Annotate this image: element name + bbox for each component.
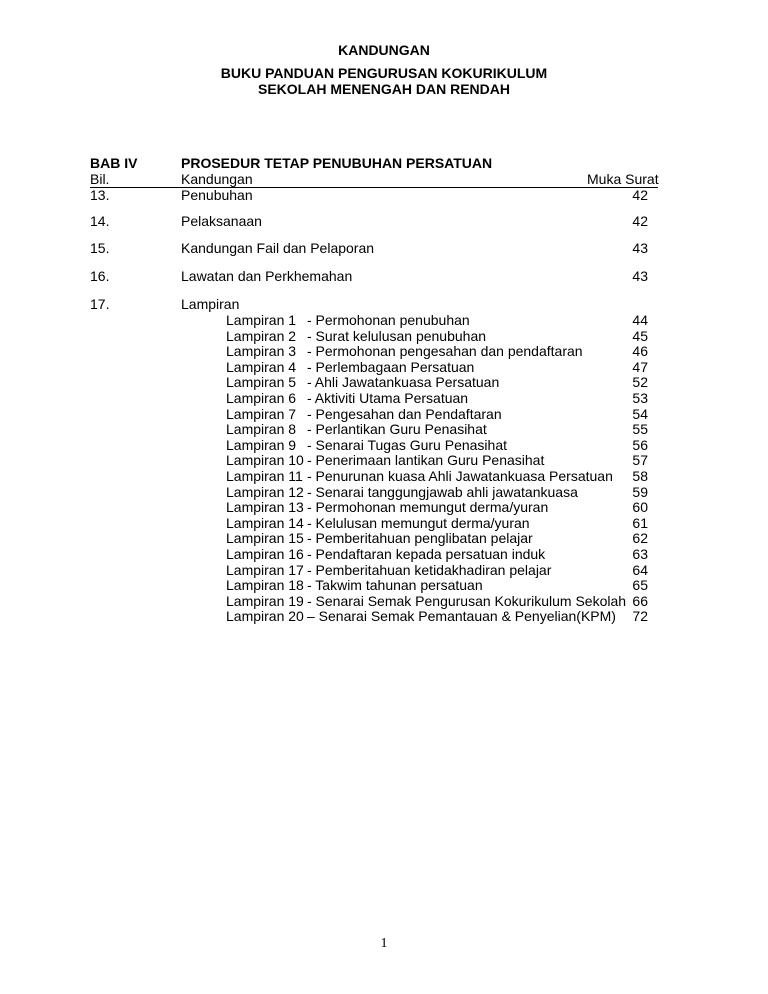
lampiran-description: – Senarai Semak Pemantauan & Penyelian(KPM) [307, 608, 616, 624]
lampiran-page: 65 [632, 577, 648, 593]
lampiran-description: - Permohonan penubuhan [307, 312, 470, 328]
lampiran-label[interactable]: Lampiran 1 [226, 312, 297, 328]
lampiran-label[interactable]: Lampiran 11 [226, 468, 303, 484]
lampiran-label[interactable]: Lampiran 12 [226, 484, 304, 500]
lampiran-description: - Aktiviti Utama Persatuan [307, 390, 469, 406]
column-header-row [90, 171, 658, 188]
column-muka-surat: Muka Surat [587, 171, 659, 187]
entry-number: 14. [90, 213, 110, 229]
section-code: BAB IV [90, 155, 138, 171]
lampiran-page: 52 [632, 374, 648, 390]
lampiran-label[interactable]: Lampiran 16 [226, 546, 304, 562]
entry-page: 42 [632, 187, 648, 203]
lampiran-label[interactable]: Lampiran 18 [226, 577, 304, 593]
entry-title[interactable]: Lampiran [181, 296, 240, 312]
lampiran-description: - Pendaftaran kepada persatuan induk [307, 546, 546, 562]
entry-title[interactable]: Lawatan dan Perkhemahan [181, 268, 353, 284]
lampiran-label[interactable]: Lampiran 13 [226, 499, 304, 515]
lampiran-label[interactable]: Lampiran 4 [226, 359, 297, 375]
lampiran-page: 57 [632, 452, 648, 468]
lampiran-page: 63 [632, 546, 648, 562]
lampiran-page: 53 [632, 390, 648, 406]
document-subtitle: BUKU PANDUAN PENGURUSAN KOKURIKULUM [220, 65, 548, 81]
lampiran-description: - Surat kelulusan penubuhan [307, 328, 487, 344]
section-title: PROSEDUR TETAP PENUBUHAN PERSATUAN [181, 155, 493, 171]
page-number: 1 [380, 936, 388, 951]
lampiran-page: 45 [632, 328, 648, 344]
entry-number: 16. [90, 268, 110, 284]
lampiran-page: 62 [632, 530, 648, 546]
lampiran-page: 54 [632, 406, 648, 422]
lampiran-description: - Perlantikan Guru Penasihat [307, 421, 487, 437]
lampiran-label[interactable]: Lampiran 2 [226, 328, 297, 344]
entry-page: 42 [632, 213, 648, 229]
entry-page: 43 [632, 240, 648, 256]
entry-number: 15. [90, 240, 110, 256]
lampiran-description: - Pemberitahuan penglibatan pelajar [307, 530, 533, 546]
lampiran-label[interactable]: Lampiran 14 [226, 515, 304, 531]
entry-page: 43 [632, 268, 648, 284]
entry-title[interactable]: Penubuhan [181, 187, 253, 203]
lampiran-label[interactable]: Lampiran 19 [226, 593, 304, 609]
lampiran-description: - Pemberitahuan ketidakhadiran pelajar [307, 562, 552, 578]
lampiran-page: 55 [632, 421, 648, 437]
lampiran-label[interactable]: Lampiran 5 [226, 374, 297, 390]
lampiran-label[interactable]: Lampiran 9 [226, 437, 297, 453]
lampiran-label[interactable]: Lampiran 20 [226, 608, 304, 624]
lampiran-label[interactable]: Lampiran 8 [226, 421, 297, 437]
lampiran-description: - Senarai Tugas Guru Penasihat [307, 437, 508, 453]
lampiran-label[interactable]: Lampiran 15 [226, 530, 304, 546]
lampiran-page: 46 [632, 343, 648, 359]
lampiran-description: - Penurunan kuasa Ahli Jawatankuasa Persatuan [307, 468, 613, 484]
lampiran-description: - Takwim tahunan persatuan [307, 577, 483, 593]
entry-number: 13. [90, 187, 110, 203]
lampiran-description: - Permohonan pengesahan dan pendaftaran [307, 343, 583, 359]
lampiran-page: 64 [632, 562, 648, 578]
lampiran-page: 66 [632, 593, 648, 609]
lampiran-description: - Senarai Semak Pengurusan Kokurikulum Sekolah [307, 593, 627, 609]
lampiran-page: 56 [632, 437, 648, 453]
lampiran-description: - Kelulusan memungut derma/yuran [307, 515, 530, 531]
lampiran-description: - Ahli Jawatankuasa Persatuan [307, 374, 500, 390]
lampiran-label[interactable]: Lampiran 3 [226, 343, 297, 359]
lampiran-page: 58 [632, 468, 648, 484]
lampiran-page: 72 [632, 608, 648, 624]
lampiran-page: 44 [632, 312, 648, 328]
lampiran-page: 60 [632, 499, 648, 515]
lampiran-label[interactable]: Lampiran 7 [226, 406, 297, 422]
column-bil: Bil. [90, 171, 110, 187]
document-subtitle-2: SEKOLAH MENENGAH DAN RENDAH [257, 81, 510, 97]
lampiran-description: - Pengesahan dan Pendaftaran [307, 406, 502, 422]
lampiran-label[interactable]: Lampiran 6 [226, 390, 297, 406]
entry-title[interactable]: Pelaksanaan [181, 213, 262, 229]
lampiran-page: 47 [632, 359, 648, 375]
entry-number: 17. [90, 296, 110, 312]
lampiran-label[interactable]: Lampiran 17 [226, 562, 304, 578]
column-kandungan: Kandungan [181, 171, 253, 187]
lampiran-page: 61 [632, 515, 648, 531]
lampiran-label[interactable]: Lampiran 10 [226, 452, 304, 468]
entry-title[interactable]: Kandungan Fail dan Pelaporan [181, 240, 375, 256]
lampiran-description: - Permohonan memungut derma/yuran [307, 499, 549, 515]
lampiran-description: - Perlembagaan Persatuan [307, 359, 475, 375]
lampiran-page: 59 [632, 484, 648, 500]
lampiran-description: - Senarai tanggungjawab ahli jawatankuasa [307, 484, 578, 500]
lampiran-description: - Penerimaan lantikan Guru Penasihat [307, 452, 545, 468]
document-title: KANDUNGAN [338, 42, 430, 58]
